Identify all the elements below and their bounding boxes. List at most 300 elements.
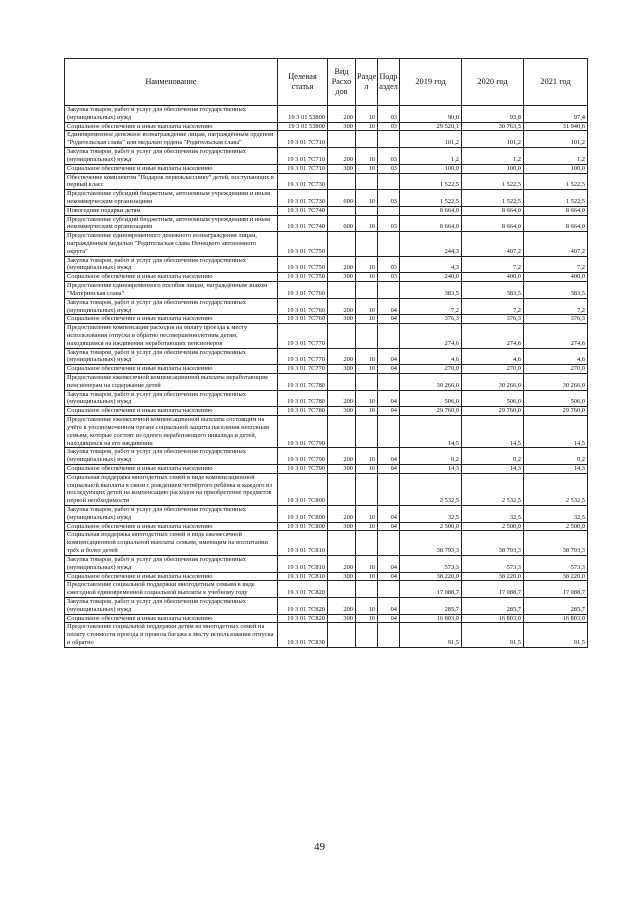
row-value-2021: 8 664,0: [524, 215, 588, 232]
row-value-2019: 244,3: [400, 232, 462, 256]
row-name: Социальное обеспечение и иные выплаты населению: [65, 164, 278, 173]
row-value-2019: 29 520,1: [400, 122, 462, 131]
row-value-2020: 400,0: [462, 273, 524, 282]
table-row: [65, 148, 588, 165]
row-subsection: 03: [378, 106, 400, 123]
row-value-2019: 8 664,0: [400, 215, 462, 232]
row-value-2020: 29 760,0: [462, 407, 524, 416]
table-row: [65, 506, 588, 523]
row-name: Предоставление социальной поддержки детям из многодетных семей на оплату стоимости проезда и провоза багажа к месту использования отпуска и обратно: [65, 623, 278, 647]
row-expense-type: 300: [328, 164, 356, 173]
row-name: Предоставление ежемесячной компенсационной выплаты неработающим пенсионерам на содержание детей: [65, 374, 278, 391]
header-name: Наименование: [65, 59, 278, 106]
row-name: Социальное обеспечение и иные выплаты населению: [65, 122, 278, 131]
row-value-2020: 383,5: [462, 282, 524, 299]
row-value-2020: 4,6: [462, 348, 524, 365]
row-subsection: 04: [378, 572, 400, 581]
row-target-article: 19 3 01 7С750: [278, 256, 328, 273]
row-value-2020: 7,2: [462, 256, 524, 273]
row-value-2021: 407,2: [524, 232, 588, 256]
table-row: [65, 232, 588, 256]
row-target-article: 19 3 01 7С800: [278, 522, 328, 531]
row-expense-type: 300: [328, 407, 356, 416]
row-value-2021: 0,2: [524, 448, 588, 465]
row-name: Предоставление социальной поддержки многодетным семьям в виде ежегодной единовременной социальной выплаты к учебному году: [65, 581, 278, 598]
row-expense-type: 200: [328, 390, 356, 407]
table-row: [65, 315, 588, 324]
row-name: Обеспечение комплектом "Подарок первокласснику" детей, поступающих в первый класс: [65, 173, 278, 190]
row-subsection: 04: [378, 464, 400, 473]
row-value-2021: 100,0: [524, 164, 588, 173]
row-value-2021: 16 803,0: [524, 614, 588, 623]
row-value-2020: 30 266,0: [462, 374, 524, 391]
row-value-2019: 100,0: [400, 164, 462, 173]
row-value-2019: 240,0: [400, 273, 462, 282]
row-subsection: 04: [378, 555, 400, 572]
row-section: 10: [356, 464, 378, 473]
row-subsection: 04: [378, 390, 400, 407]
row-subsection: 03: [378, 190, 400, 207]
row-section: [356, 324, 378, 348]
row-subsection: [378, 374, 400, 391]
row-section: 10: [356, 273, 378, 282]
row-target-article: 19 3 01 7С740: [278, 206, 328, 215]
row-subsection: [378, 173, 400, 190]
row-value-2019: 270,0: [400, 365, 462, 374]
row-value-2020: 32,5: [462, 506, 524, 523]
row-section: 10: [356, 122, 378, 131]
row-target-article: 19 3 01 7С810: [278, 531, 328, 555]
table-row: [65, 206, 588, 215]
row-name: Предоставление субсидий бюджетным, автономным учреждениям и иным некоммерческим организациям: [65, 215, 278, 232]
row-value-2020: 506,0: [462, 390, 524, 407]
row-name: Закупка товаров, работ и услуг для обеспечения государственных (муниципальных) нужд: [65, 348, 278, 365]
row-section: [356, 374, 378, 391]
row-name: Предоставление ежемесячной компенсационной выплаты состоящим на учёте в уполномоченном органе социальной защиты населения неполным семьям, которые состоят из одного неработающего инвалида и детей, находящихся на его иждивении: [65, 416, 278, 448]
row-value-2019: 506,0: [400, 390, 462, 407]
row-subsection: 03: [378, 148, 400, 165]
row-name: Закупка товаров, работ и услуг для обеспечения государственных (муниципальных) нужд: [65, 148, 278, 165]
row-expense-type: 200: [328, 555, 356, 572]
row-target-article: 19 3 01 7С780: [278, 390, 328, 407]
row-subsection: [378, 581, 400, 598]
budget-table: [64, 58, 588, 648]
row-value-2020: 270,0: [462, 365, 524, 374]
row-value-2021: 14,5: [524, 416, 588, 448]
row-subsection: [378, 282, 400, 299]
row-section: [356, 623, 378, 647]
row-expense-type: 300: [328, 365, 356, 374]
row-target-article: 19 3 01 7С770: [278, 365, 328, 374]
row-target-article: 19 3 01 7С790: [278, 464, 328, 473]
row-value-2021: 14,3: [524, 464, 588, 473]
row-subsection: 04: [378, 365, 400, 374]
row-name: Социальная поддержка многодетных семей в виде ежемесячной компенсационной социальной выплаты семьям, имеющим на воспитании трёх и более детей: [65, 531, 278, 555]
row-expense-type: [328, 581, 356, 598]
row-target-article: 19 3 01 7С820: [278, 581, 328, 598]
row-subsection: 04: [378, 614, 400, 623]
row-subsection: 04: [378, 522, 400, 531]
row-value-2020: 1 522,5: [462, 173, 524, 190]
row-value-2019: 4,3: [400, 256, 462, 273]
row-section: 10: [356, 448, 378, 465]
row-value-2020: 285,7: [462, 597, 524, 614]
row-target-article: 19 3 01 7С790: [278, 448, 328, 465]
row-name: Новогодние подарки детям: [65, 206, 278, 215]
row-name: Социальное обеспечение и иные выплаты населению: [65, 407, 278, 416]
row-value-2021: 17 088,7: [524, 581, 588, 598]
row-value-2020: 1,2: [462, 148, 524, 165]
row-value-2021: 29 760,0: [524, 407, 588, 416]
row-name: Закупка товаров, работ и услуг для обеспечения государственных (муниципальных) нужд: [65, 298, 278, 315]
row-value-2020: 38 793,3: [462, 531, 524, 555]
row-target-article: 19 3 01 7С760: [278, 298, 328, 315]
row-section: 10: [356, 522, 378, 531]
row-subsection: [378, 131, 400, 148]
row-subsection: [378, 206, 400, 215]
header-section: Разде л: [356, 59, 378, 106]
row-value-2019: 8 664,0: [400, 206, 462, 215]
row-value-2021: 383,5: [524, 282, 588, 299]
row-value-2020: 2 500,0: [462, 522, 524, 531]
table-row: [65, 522, 588, 531]
row-subsection: 04: [378, 298, 400, 315]
table-body: [65, 106, 588, 648]
row-section: 10: [356, 298, 378, 315]
row-value-2019: 2 500,0: [400, 522, 462, 531]
row-subsection: 03: [378, 122, 400, 131]
row-value-2019: 383,5: [400, 282, 462, 299]
row-target-article: 19 3 01 7С800: [278, 506, 328, 523]
row-section: [356, 581, 378, 598]
row-name: Предоставление единовременного денежного вознаграждения лицам, награждённым медалью "Родительская слава Ненецкого автономного округа": [65, 232, 278, 256]
row-expense-type: [328, 374, 356, 391]
row-value-2019: 2 532,5: [400, 473, 462, 505]
row-value-2019: 1 522,5: [400, 173, 462, 190]
row-name: Единовременное денежное вознаграждение лицам, награждённым орденом "Родительская слава" или медалью ордена "Родительская слава": [65, 131, 278, 148]
table-header-row: [65, 59, 588, 106]
row-name: Закупка товаров, работ и услуг для обеспечения государственных (муниципальных) нужд: [65, 106, 278, 123]
row-target-article: 19 3 01 7С780: [278, 374, 328, 391]
row-value-2019: 30 266,0: [400, 374, 462, 391]
row-expense-type: 300: [328, 614, 356, 623]
row-expense-type: 300: [328, 464, 356, 473]
row-target-article: 19 3 01 7С790: [278, 416, 328, 448]
row-section: 10: [356, 614, 378, 623]
row-subsection: 04: [378, 506, 400, 523]
row-section: 10: [356, 148, 378, 165]
row-value-2019: 101,2: [400, 131, 462, 148]
row-target-article: 19 3 01 7С810: [278, 572, 328, 581]
row-value-2020: 38 220,0: [462, 572, 524, 581]
row-value-2020: 7,2: [462, 298, 524, 315]
row-value-2019: 38 793,3: [400, 531, 462, 555]
table-row: [65, 282, 588, 299]
row-section: 10: [356, 506, 378, 523]
row-name: Предоставление компенсации расходов на оплату проезда к месту использования отпуска и обратно несовершеннолетним детям, находящимся на иждивении неработающих пенсионеров: [65, 324, 278, 348]
row-target-article: 19 3 01 7С730: [278, 190, 328, 207]
row-section: 10: [356, 597, 378, 614]
row-value-2019: 376,3: [400, 315, 462, 324]
table-row: [65, 555, 588, 572]
row-value-2020: 1 522,5: [462, 190, 524, 207]
row-expense-type: 300: [328, 273, 356, 282]
row-value-2019: 16 803,0: [400, 614, 462, 623]
row-value-2021: 32,5: [524, 506, 588, 523]
row-expense-type: 300: [328, 522, 356, 531]
row-value-2019: 1 522,5: [400, 190, 462, 207]
row-name: Социальное обеспечение и иные выплаты населению: [65, 522, 278, 531]
row-subsection: 04: [378, 315, 400, 324]
row-value-2021: 1 522,5: [524, 173, 588, 190]
table-row: [65, 473, 588, 505]
table-row: [65, 324, 588, 348]
row-value-2020: 30 763,5: [462, 122, 524, 131]
row-expense-type: 200: [328, 597, 356, 614]
table-row: [65, 614, 588, 623]
row-value-2020: 274,6: [462, 324, 524, 348]
table-row: [65, 173, 588, 190]
row-name: Социальное обеспечение и иные выплаты населению: [65, 572, 278, 581]
row-subsection: 03: [378, 273, 400, 282]
table-row: [65, 416, 588, 448]
row-target-article: 19 3 01 7С730: [278, 173, 328, 190]
row-name: Закупка товаров, работ и услуг для обеспечения государственных (муниципальных) нужд: [65, 555, 278, 572]
row-section: [356, 416, 378, 448]
row-value-2020: 376,3: [462, 315, 524, 324]
row-expense-type: [328, 206, 356, 215]
row-subsection: 04: [378, 348, 400, 365]
row-value-2021: 31 940,6: [524, 122, 588, 131]
row-value-2021: 2 500,0: [524, 522, 588, 531]
row-value-2019: 4,6: [400, 348, 462, 365]
row-target-article: 19 3 01 7С780: [278, 407, 328, 416]
row-subsection: [378, 416, 400, 448]
row-target-article: 19 3 01 7С820: [278, 597, 328, 614]
row-expense-type: 200: [328, 448, 356, 465]
row-value-2021: 270,0: [524, 365, 588, 374]
row-target-article: 19 3 01 7С760: [278, 315, 328, 324]
row-target-article: 19 3 01 7С820: [278, 614, 328, 623]
row-target-article: 19 3 01 53800: [278, 106, 328, 123]
row-value-2021: 38 220,0: [524, 572, 588, 581]
row-value-2019: 29 760,0: [400, 407, 462, 416]
row-target-article: 19 3 01 7С760: [278, 282, 328, 299]
row-subsection: 04: [378, 407, 400, 416]
row-value-2021: 506,0: [524, 390, 588, 407]
row-expense-type: [328, 282, 356, 299]
row-value-2019: 573,3: [400, 555, 462, 572]
row-name: Социальное обеспечение и иные выплаты населению: [65, 614, 278, 623]
table-row: [65, 164, 588, 173]
row-subsection: 03: [378, 256, 400, 273]
row-value-2021: 573,3: [524, 555, 588, 572]
row-value-2019: 90,0: [400, 106, 462, 123]
table-row: [65, 374, 588, 391]
row-expense-type: [328, 232, 356, 256]
row-subsection: 04: [378, 448, 400, 465]
row-section: [356, 531, 378, 555]
row-target-article: 19 3 01 53800: [278, 122, 328, 131]
row-expense-type: [328, 173, 356, 190]
row-value-2020: 8 664,0: [462, 206, 524, 215]
table-row: [65, 448, 588, 465]
row-section: 10: [356, 555, 378, 572]
row-subsection: 03: [378, 164, 400, 173]
row-value-2020: 14,5: [462, 416, 524, 448]
row-value-2019: 0,2: [400, 448, 462, 465]
row-target-article: 19 3 01 7С830: [278, 623, 328, 647]
row-subsection: [378, 232, 400, 256]
table-row: [65, 365, 588, 374]
row-value-2020: 2 532,5: [462, 473, 524, 505]
row-value-2020: 14,3: [462, 464, 524, 473]
row-section: 10: [356, 390, 378, 407]
row-name: Закупка товаров, работ и услуг для обеспечения государственных (муниципальных) нужд: [65, 506, 278, 523]
row-value-2019: 7,2: [400, 298, 462, 315]
table-row: [65, 190, 588, 207]
row-expense-type: [328, 416, 356, 448]
header-year-2021: 2021 год: [524, 59, 588, 106]
row-expense-type: 200: [328, 298, 356, 315]
table-row: [65, 215, 588, 232]
row-subsection: 03: [378, 215, 400, 232]
row-value-2020: 0,2: [462, 448, 524, 465]
row-expense-type: 300: [328, 122, 356, 131]
row-value-2021: 7,2: [524, 298, 588, 315]
row-section: 10: [356, 348, 378, 365]
row-section: 10: [356, 315, 378, 324]
row-expense-type: 600: [328, 190, 356, 207]
row-value-2020: 16 803,0: [462, 614, 524, 623]
row-target-article: 19 3 01 7С710: [278, 148, 328, 165]
row-value-2020: 100,0: [462, 164, 524, 173]
row-value-2021: 400,0: [524, 273, 588, 282]
row-value-2020: 407,2: [462, 232, 524, 256]
row-value-2021: 7,2: [524, 256, 588, 273]
row-expense-type: [328, 131, 356, 148]
row-value-2019: 14,3: [400, 464, 462, 473]
row-subsection: [378, 473, 400, 505]
row-name: Предоставление субсидий бюджетным, автономным учреждениям и иным некоммерческим организациям: [65, 190, 278, 207]
row-value-2021: 1 522,5: [524, 190, 588, 207]
table-row: [65, 348, 588, 365]
table-row: [65, 106, 588, 123]
row-value-2021: 38 793,3: [524, 531, 588, 555]
row-value-2019: 38 220,0: [400, 572, 462, 581]
row-target-article: 19 3 01 7С710: [278, 164, 328, 173]
row-section: [356, 173, 378, 190]
page-number: 49: [314, 841, 325, 853]
row-expense-type: 200: [328, 348, 356, 365]
row-value-2019: 17 088,7: [400, 581, 462, 598]
row-expense-type: 300: [328, 572, 356, 581]
row-value-2021: 274,6: [524, 324, 588, 348]
row-section: 10: [356, 256, 378, 273]
row-value-2019: 285,7: [400, 597, 462, 614]
row-value-2019: 32,5: [400, 506, 462, 523]
row-section: 10: [356, 106, 378, 123]
row-section: 10: [356, 190, 378, 207]
row-section: 10: [356, 407, 378, 416]
row-target-article: 19 3 01 7С800: [278, 473, 328, 505]
table-row: [65, 407, 588, 416]
row-value-2021: 285,7: [524, 597, 588, 614]
row-target-article: 19 3 01 7С810: [278, 555, 328, 572]
header-target-article: Целевая статья: [278, 59, 328, 106]
header-year-2019: 2019 год: [400, 59, 462, 106]
row-section: 10: [356, 365, 378, 374]
row-target-article: 19 3 01 7С770: [278, 348, 328, 365]
table-row: [65, 581, 588, 598]
row-subsection: [378, 324, 400, 348]
row-expense-type: 200: [328, 106, 356, 123]
row-value-2021: 8 664,0: [524, 206, 588, 215]
header-expense-type: Вид Расхо дов: [328, 59, 356, 106]
row-name: Социальное обеспечение и иные выплаты населению: [65, 315, 278, 324]
row-name: Закупка товаров, работ и услуг для обеспечения государственных (муниципальных) нужд: [65, 448, 278, 465]
row-name: Закупка товаров, работ и услуг для обеспечения государственных (муниципальных) нужд: [65, 390, 278, 407]
row-value-2019: 14,5: [400, 416, 462, 448]
row-section: [356, 232, 378, 256]
row-name: Социальное обеспечение и иные выплаты населению: [65, 273, 278, 282]
row-value-2021: 1,2: [524, 148, 588, 165]
row-section: [356, 282, 378, 299]
row-section: [356, 131, 378, 148]
header-subsection: Подр аздел: [378, 59, 400, 106]
row-expense-type: [328, 324, 356, 348]
row-value-2020: 91,5: [462, 623, 524, 647]
row-value-2021: 30 266,0: [524, 374, 588, 391]
row-section: 10: [356, 572, 378, 581]
row-name: Закупка товаров, работ и услуг для обеспечения государственных (муниципальных) нужд: [65, 256, 278, 273]
table-row: [65, 273, 588, 282]
row-value-2020: 93,8: [462, 106, 524, 123]
row-value-2021: 2 532,5: [524, 473, 588, 505]
row-value-2020: 17 088,7: [462, 581, 524, 598]
row-value-2020: 573,3: [462, 555, 524, 572]
row-expense-type: 300: [328, 315, 356, 324]
header-year-2020: 2020 год: [462, 59, 524, 106]
table-row: [65, 464, 588, 473]
row-section: 10: [356, 215, 378, 232]
row-section: [356, 473, 378, 505]
row-subsection: [378, 531, 400, 555]
table-row: [65, 531, 588, 555]
row-value-2019: 91,5: [400, 623, 462, 647]
table-row: [65, 390, 588, 407]
row-subsection: 04: [378, 597, 400, 614]
row-value-2020: 8 664,0: [462, 215, 524, 232]
table-row: [65, 623, 588, 647]
row-target-article: 19 3 01 7С740: [278, 215, 328, 232]
row-value-2021: 91,5: [524, 623, 588, 647]
row-name: Социальная поддержка многодетных семей в виде компенсационной социальной выплаты в связи с рождением четвёртого ребёнка и каждого из последующих детей на компенсацию расходов на приобретение предметов первой необходимости: [65, 473, 278, 505]
row-expense-type: [328, 531, 356, 555]
row-value-2019: 274,6: [400, 324, 462, 348]
row-value-2021: 97,4: [524, 106, 588, 123]
row-name: Закупка товаров, работ и услуг для обеспечения государственных (муниципальных) нужд: [65, 597, 278, 614]
row-target-article: 19 3 01 7С750: [278, 232, 328, 256]
row-expense-type: 600: [328, 215, 356, 232]
row-name: Социальное обеспечение и иные выплаты населению: [65, 464, 278, 473]
table-row: [65, 122, 588, 131]
row-value-2021: 4,6: [524, 348, 588, 365]
row-value-2021: 101,2: [524, 131, 588, 148]
row-target-article: 19 3 01 7С710: [278, 131, 328, 148]
row-value-2021: 376,3: [524, 315, 588, 324]
row-name: Предоставление единовременного пособия лицам, награждённым знаком "Материнская слава": [65, 282, 278, 299]
